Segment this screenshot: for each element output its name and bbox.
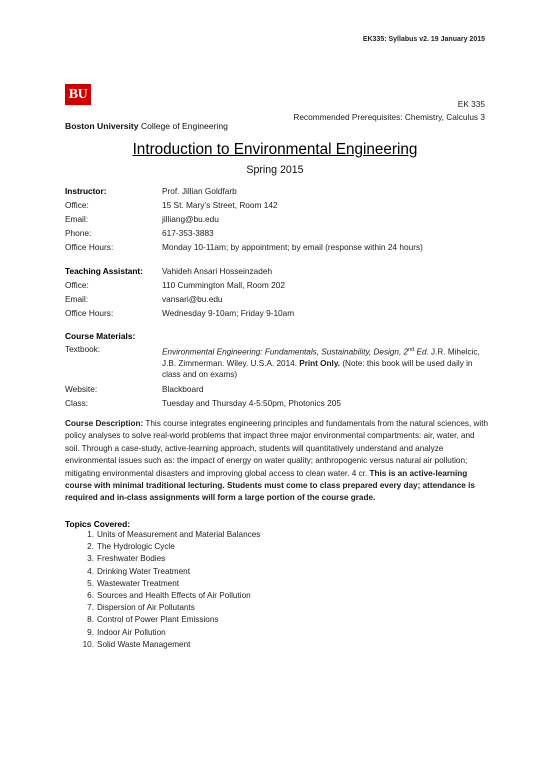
instructor-email-label: Email: — [65, 214, 89, 224]
topic-number: 9. — [87, 627, 94, 637]
ta-office-value: 110 Cummington Mall, Room 202 — [162, 280, 285, 290]
description-emphasis: This is an active-learning course with minimal traditional lecturing. Students must come to class prepared every day; attendance is required and in-class assignments will form a large portion of the course grade. — [65, 468, 475, 503]
ta-hours-value: Wednesday 9-10am; Friday 9-10am — [162, 308, 295, 318]
instructor-email-value[interactable]: jilliang@bu.edu — [162, 214, 219, 224]
prerequisites: Recommended Prerequisites: Chemistry, Calculus 3 — [293, 112, 485, 122]
course-code: EK 335 — [457, 99, 485, 109]
instructor-label: Instructor: — [65, 186, 107, 196]
topic-number: 7. — [87, 603, 94, 613]
wordmark-university: Boston University — [65, 121, 139, 131]
textbook-edition: Ed. — [414, 347, 429, 357]
bu-logo: BU — [65, 84, 91, 105]
ta-hours-label: Office Hours: — [65, 308, 114, 318]
topic-text: Units of Measurement and Material Balances — [97, 530, 261, 539]
topic-number: 5. — [87, 578, 94, 588]
instructor-hours-label: Office Hours: — [65, 242, 114, 252]
class-value: Tuesday and Thursday 4-5:50pm, Photonics 205 — [162, 398, 341, 408]
textbook-authors: J.R. Mihelcic, J.B. Zimmerman. Wiley. U.S.A. 2014. — [162, 347, 480, 368]
title-block — [0, 141, 550, 159]
website-value: Blackboard — [162, 384, 204, 394]
instructor-office-label: Office: — [65, 200, 89, 210]
textbook-print-only: Print Only. — [299, 358, 341, 368]
topics-heading: Topics Covered: — [65, 519, 130, 529]
textbook-title: Environmental Engineering: Fundamentals, Sustainability, Design, 2 — [162, 347, 409, 357]
ta-label: Teaching Assistant: — [65, 266, 143, 276]
topic-number: 2. — [87, 542, 94, 552]
instructor-office-value: 15 St. Mary’s Street, Room 142 — [162, 200, 278, 210]
textbook-label: Textbook: — [65, 345, 101, 354]
topic-number: 8. — [87, 615, 94, 625]
textbook-edition-sup: nd — [408, 347, 415, 353]
class-label: Class: — [65, 398, 89, 408]
topic-number: 3. — [87, 554, 94, 564]
topic-text: Wastewater Treatment — [97, 578, 180, 588]
wordmark-college: College of Engineering — [140, 121, 228, 131]
instructor-value: Prof. Jillian Goldfarb — [162, 186, 237, 196]
topic-text: Solid Waste Management — [97, 639, 191, 649]
ta-email-value[interactable]: vansari@bu.edu — [162, 294, 223, 304]
instructor-phone-value: 617-353-3883 — [162, 228, 214, 238]
topic-text: Dispersion of Air Pollutants — [97, 603, 195, 613]
topic-text: Control of Power Plant Emissions — [97, 615, 219, 625]
topic-text: The Hydrologic Cycle — [97, 542, 175, 552]
ta-email-label: Email: — [65, 294, 89, 304]
instructor-hours-value: Monday 10-11am; by appointment; by email (response within 24 hours) — [162, 242, 423, 252]
topic-text: Sources and Health Effects of Air Pollution — [97, 591, 251, 600]
topic-number: 1. — [87, 530, 94, 539]
bu-wordmark — [65, 121, 228, 131]
materials-heading: Course Materials: — [65, 331, 136, 341]
topic-text: Freshwater Bodies — [97, 554, 166, 564]
topic-text: Indoor Air Pollution — [97, 627, 166, 637]
topic-text: Drinking Water Treatment — [97, 566, 190, 576]
website-label: Website: — [65, 384, 98, 394]
topic-number: 6. — [87, 591, 94, 600]
topic-number: 10. — [82, 639, 94, 649]
topic-number: 4. — [87, 566, 94, 576]
ta-value: Vahideh Ansari Hosseinzadeh — [162, 266, 273, 276]
description-heading: Course Description: — [65, 419, 144, 428]
term: Spring 2015 — [246, 164, 304, 176]
ta-office-label: Office: — [65, 280, 89, 290]
textbook-note: (Note: this book will be used daily in class and on exams) — [162, 358, 473, 380]
course-description — [65, 418, 490, 505]
description-body: This course integrates engineering principles and fundamentals from the natural sciences, with policy analyses to solve real-world problems that impact three major environmental compartments: air, water, and soil. Through a case-study, active-learning approach, students will quantitatively understand and analyze environmental issues such as: the impact of energy on water quality; anthropogenic versus natural air pollution; mitigating environmental disasters and improving global access to clean water. 4 cr. — [65, 419, 489, 478]
running-head: EK335: Syllabus v2. 19 January 2015 — [362, 36, 485, 43]
textbook-value — [162, 345, 487, 380]
page-title: Introduction to Environmental Engineering — [132, 141, 418, 158]
instructor-phone-label: Phone: — [65, 228, 92, 238]
